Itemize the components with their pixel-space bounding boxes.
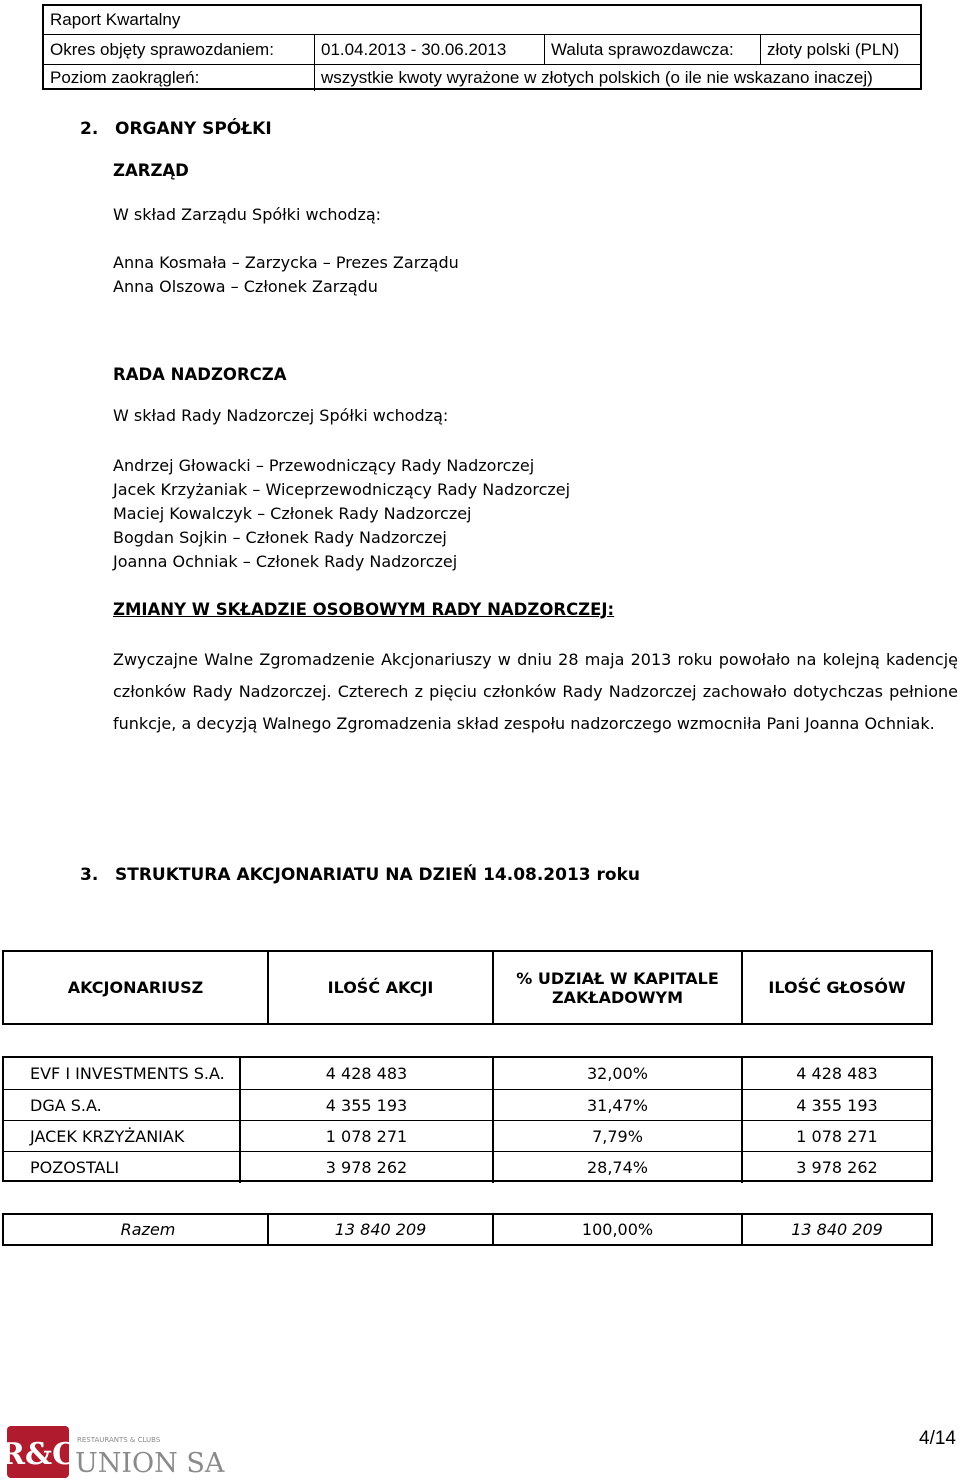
- total-shares: 13 840 209: [267, 1215, 492, 1244]
- board-member: Anna Olszowa – Członek Zarządu: [113, 277, 378, 296]
- company-logo: [0, 1424, 225, 1480]
- cell-votes: 4 355 193: [741, 1090, 931, 1121]
- cell-shareholder: DGA S.A.: [30, 1096, 102, 1115]
- logo-name-text: UNION SA: [75, 1448, 225, 1479]
- supervisory-member: Maciej Kowalczyk – Członek Rady Nadzorczej: [113, 504, 472, 523]
- table-row: [4, 1089, 931, 1121]
- col-header-shares: ILOŚĆ AKCJI: [267, 952, 492, 1023]
- section-2-number: 2.: [80, 119, 99, 139]
- board-member: Anna Kosmała – Zarzycka – Prezes Zarządu: [113, 253, 459, 272]
- supervisory-member: Joanna Ochniak – Członek Rady Nadzorczej: [113, 552, 458, 571]
- currency-value: złoty polski (PLN): [760, 35, 920, 65]
- cell-capital-share: 7,79%: [492, 1121, 741, 1152]
- cell-shareholder: JACEK KRZYŻANIAK: [30, 1127, 185, 1146]
- col-header-shareholder: AKCJONARIUSZ: [67, 978, 204, 997]
- total-label: Razem: [120, 1220, 176, 1239]
- cell-votes: 1 078 271: [741, 1121, 931, 1152]
- cell-shares: 1 078 271: [239, 1121, 492, 1152]
- col-header-capital-share: % UDZIAŁ W KAPITALE ZAKŁADOWYM: [492, 952, 741, 1023]
- supervisory-member: Andrzej Głowacki – Przewodniczący Rady Nadzorczej: [113, 456, 535, 475]
- header-row-rounding: [44, 64, 920, 91]
- supervisory-member: Jacek Krzyżaniak – Wiceprzewodniczący Rady Nadzorczej: [113, 480, 571, 499]
- supervisory-member: Bogdan Sojkin – Członek Rady Nadzorczej: [113, 528, 447, 547]
- page-number: 4/14: [919, 1428, 956, 1449]
- period-label: Okres objęty sprawozdaniem:: [50, 40, 274, 59]
- cell-capital-share: 32,00%: [492, 1058, 741, 1089]
- cell-capital-share: 28,74%: [492, 1152, 741, 1183]
- report-title: Raport Kwartalny: [50, 10, 181, 29]
- period-value: 01.04.2013 - 30.06.2013: [314, 35, 544, 65]
- cell-shares: 3 978 262: [239, 1152, 492, 1183]
- currency-label: Waluta sprawozdawcza:: [544, 35, 760, 65]
- total-votes: 13 840 209: [741, 1215, 931, 1244]
- shareholder-table-body: [2, 1056, 933, 1182]
- rc-union-logo-icon: [0, 1424, 225, 1480]
- shareholder-table-header: [2, 950, 933, 1025]
- shareholder-table-total: [2, 1213, 933, 1246]
- cell-capital-share: 31,47%: [492, 1090, 741, 1121]
- section-2-title: ORGANY SPÓŁKI: [115, 119, 272, 139]
- table-row: [4, 1120, 931, 1152]
- board-heading: ZARZĄD: [113, 161, 189, 180]
- header-row-title: [44, 6, 920, 34]
- header-row-period: [44, 34, 920, 65]
- cell-shareholder: POZOSTALI: [30, 1158, 120, 1177]
- changes-paragraph: Zwyczajne Walne Zgromadzenie Akcjonariuszy w dniu 28 maja 2013 roku powołało na kolejną kadencję członków Rady Nadzorczej. Czterech z pięciu członków Rady Nadzorczej zachowało dotychczas pełnione funkcje, a decyzją Walnego Zgromadzenia skład zespołu nadzorczego wzmocniła Pani Joanna Ochniak.: [113, 650, 958, 733]
- rounding-value: wszystkie kwoty wyrażone w złotych polskich (o ile nie wskazano inaczej): [314, 65, 920, 91]
- logo-small-text: RESTAURANTS & CLUBS: [77, 1436, 161, 1444]
- rounding-label: Poziom zaokrągleń:: [50, 68, 200, 87]
- total-capital-share: 100,00%: [492, 1215, 741, 1244]
- report-header-table: [42, 4, 922, 90]
- logo-mark: R&C: [0, 1437, 76, 1472]
- table-row: [4, 1058, 931, 1089]
- table-row: [4, 1151, 931, 1183]
- supervisory-intro: W skład Rady Nadzorczej Spółki wchodzą:: [113, 406, 449, 425]
- changes-heading: ZMIANY W SKŁADZIE OSOBOWYM RADY NADZORCZEJ:: [113, 600, 615, 619]
- cell-shareholder: EVF I INVESTMENTS S.A.: [30, 1064, 225, 1083]
- board-intro: W skład Zarządu Spółki wchodzą:: [113, 205, 382, 224]
- cell-shares: 4 355 193: [239, 1090, 492, 1121]
- cell-votes: 3 978 262: [741, 1152, 931, 1183]
- cell-shares: 4 428 483: [239, 1058, 492, 1089]
- col-header-votes: ILOŚĆ GŁOSÓW: [741, 952, 931, 1023]
- section-3-title: STRUKTURA AKCJONARIATU NA DZIEŃ 14.08.2013 roku: [115, 865, 641, 885]
- cell-votes: 4 428 483: [741, 1058, 931, 1089]
- supervisory-heading: RADA NADZORCZA: [113, 365, 287, 384]
- section-3-number: 3.: [80, 865, 99, 885]
